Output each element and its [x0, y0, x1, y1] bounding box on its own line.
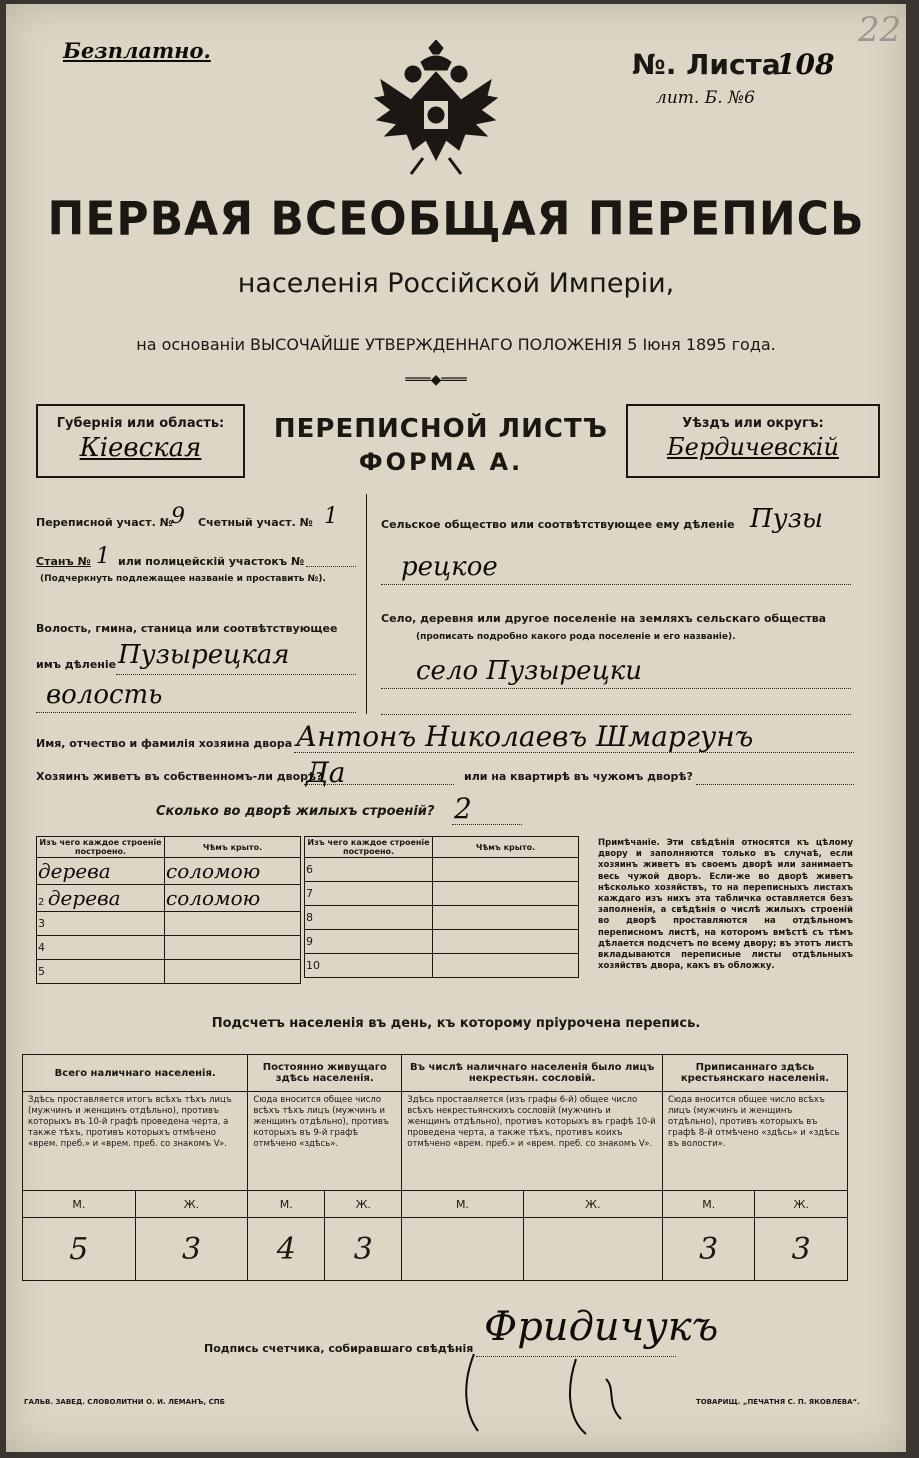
page-subtitle: населенія Россійской Имперіи, — [237, 268, 675, 299]
population-desc-peasant: Сюда вносится общее число всѣхъ лицъ (мужчинъ и женщинъ отдѣльно), противъ которыхъ въ графѣ 8-й отмѣчено «здѣсь» и «здѣсь въ волости». — [662, 1092, 847, 1191]
row-number: 9 — [306, 935, 313, 948]
buildings-label: Сколько во дворѣ жилыхъ строеній? — [156, 804, 435, 819]
obshchestvo-label: Сельское общество или соотвѣтствующее ему дѣленіе — [381, 518, 735, 531]
owner-rent-line — [696, 784, 854, 785]
permanent-male-value: 4 — [248, 1218, 325, 1281]
row-number: 3 — [38, 917, 45, 930]
signature-flourish-icon — [456, 1349, 636, 1439]
volost-label-2: имъ дѣленіе — [36, 658, 117, 671]
population-col-permanent: Постоянно живущаго здѣсь населенія. — [248, 1055, 402, 1092]
table-row — [37, 960, 301, 984]
signature-value: Фридичукъ — [484, 1304, 719, 1350]
female-header: Ж. — [135, 1191, 248, 1218]
buildings-line — [452, 824, 522, 825]
population-col-total: Всего наличнаго населенія. — [23, 1055, 248, 1092]
buildings-note: Примѣчаніе. Эти свѣдѣнія относятся къ цѣлому двору и заполняются только въ случаѣ, если хозяинъ живетъ въ своемъ дворѣ или занимаетъ весь чужой дворъ. Если-же во дворѣ живетъ нѣсколько хозяйствъ, то на переписныхъ листахъ каждаго изъ нихъ эта табличка оставляется безъ заполненія, а свѣдѣнія о числѣ жилыхъ строеній во дворѣ проставляются на отдѣльномъ переписномъ листѣ, на которомъ вмѣстѣ съ тѣмъ дѣлается подсчетъ по всему двору; въ этотъ листъ вкладываются переписные листы отдѣльныхъ хозяйствъ двора, какъ въ обложку. — [598, 838, 853, 972]
gubernia-value: Кіевская — [79, 433, 202, 463]
signature-label: Подпись счетчика, собиравшаго свѣдѣнія — [204, 1342, 474, 1355]
uezd-box — [626, 404, 880, 478]
table-row — [37, 858, 301, 885]
table-row — [305, 906, 579, 930]
uezd-label: Уѣздъ или округъ: — [682, 416, 824, 431]
row-material: дерева — [47, 886, 121, 910]
population-desc-permanent: Сюда вносится общее число всѣхъ тѣхъ лицъ (мужчинъ и женщинъ отдѣльно), противъ которыхъ въ 9-й графѣ отмѣчено «здѣсь». — [248, 1092, 402, 1191]
table-row — [305, 882, 579, 906]
buildings-col-material: Изъ чего каждое строеніе построено. — [37, 837, 165, 858]
male-header: М. — [248, 1191, 325, 1218]
male-header: М. — [402, 1191, 523, 1218]
uchastok-value: 9 — [171, 504, 185, 529]
female-header: Ж. — [325, 1191, 402, 1218]
sheet-number-label: №. Листа — [632, 48, 781, 81]
police-label: или полицейскій участокъ № — [118, 555, 305, 568]
page-title: ПЕРВАЯ ВСЕОБЩАЯ ПЕРЕПИСЬ — [47, 192, 865, 247]
table-row — [37, 912, 301, 936]
obshchestvo-value: Пузы — [750, 504, 824, 534]
population-title: Подсчетъ населенія въ день, къ которому пріурочена перепись. — [211, 1016, 701, 1031]
printer-left: ГАЛЬВ. ЗАВЕД. СЛОВОЛИТНИ О. И. ЛЕМАНЪ, СПБ — [24, 1398, 225, 1406]
owner-name-label: Имя, отчество и фамилія хозяина двора — [36, 737, 293, 750]
row-number: 5 — [38, 965, 45, 978]
row-number: 6 — [306, 863, 313, 876]
printer-right: ТОВАРИЩ. „ПЕЧАТНЯ С. П. ЯКОВЛЕВА“. — [696, 1398, 860, 1406]
population-desc-non-peasant: Здѣсь проставляется (изъ графы 6-й) общее число всѣхъ некрестьянскихъ сословій (мужчинъ и женщинъ отдѣльно), противъ которыхъ въ графѣ 10-й проведена черта, а также тѣхъ, противъ коихъ отмѣчено «врем. преб.» и «врем. преб. со знакомъ V». — [402, 1092, 663, 1191]
row-number: 10 — [306, 959, 320, 972]
basis-line: на основаніи ВЫСОЧАЙШЕ УТВЕРЖДЕННАГО ПОЛОЖЕНІЯ 5 Іюня 1895 года. — [136, 335, 776, 354]
peasant-female-value: 3 — [755, 1218, 848, 1281]
form-subtitle: ФОРМА А. — [358, 448, 524, 476]
table-row — [37, 885, 301, 912]
row-number: 4 — [38, 941, 45, 954]
non-peasant-male-value — [402, 1218, 523, 1281]
uchastok-label: Переписной участ. № — [36, 516, 173, 529]
selo-note: (прописать подробно какого рода поселеніе и его названіе). — [416, 632, 736, 642]
schetny-value: 1 — [324, 504, 338, 529]
total-female-value: 3 — [135, 1218, 248, 1281]
owner-name-value: Антонъ Николаевъ Шмаргунъ — [296, 720, 754, 753]
owner-rent-label: или на квартирѣ въ чужомъ дворѣ? — [464, 770, 693, 783]
stan-label: Станъ № — [36, 555, 91, 568]
population-table — [22, 1054, 848, 1281]
volost-value: Пузырецкая — [118, 640, 290, 670]
row-number: 2 — [38, 897, 45, 908]
row-roof: соломою — [166, 886, 261, 910]
imperial-eagle-emblem-icon — [371, 40, 501, 180]
non-peasant-female-value — [523, 1218, 662, 1281]
total-male-value: 5 — [23, 1218, 136, 1281]
permanent-female-value: 3 — [325, 1218, 402, 1281]
table-row — [305, 954, 579, 978]
selo-value: село Пузырецки — [416, 656, 642, 686]
population-desc-total: Здѣсь проставляется итогъ всѣхъ тѣхъ лицъ (мужчинъ и женщинъ отдѣльно), противъ которыхъ въ 10-й графѣ проведена черта, а также тѣхъ, противъ которыхъ отмѣчено «врем. преб.» и «врем. преб. со знакомъ V». — [23, 1092, 248, 1191]
gubernia-box — [36, 404, 245, 478]
volost-line — [116, 674, 356, 675]
owner-own-line — [304, 784, 454, 785]
buildings-col-roof-2: Чѣмъ крыто. — [433, 837, 579, 858]
volost-label: Волость, гмина, станица или соотвѣтствующее — [36, 622, 338, 635]
sheet-number-value: 108 — [776, 48, 835, 81]
row-number: 7 — [306, 887, 313, 900]
buildings-table-right — [304, 836, 579, 978]
row-roof: соломою — [166, 859, 261, 883]
ornament-divider: ═══◆═══ — [405, 372, 467, 388]
volost-value-2: волость — [46, 680, 163, 710]
owner-name-line — [294, 752, 854, 753]
female-header: Ж. — [523, 1191, 662, 1218]
uezd-value: Бердичевскій — [667, 433, 839, 461]
free-label: Безплатно. — [63, 38, 211, 63]
table-row — [305, 930, 579, 954]
owner-own-label: Хозяинъ живетъ въ собственномъ-ли дворѣ? — [36, 770, 323, 783]
male-header: М. — [23, 1191, 136, 1218]
selo-line-2 — [381, 714, 851, 715]
census-sheet — [6, 4, 906, 1452]
buildings-value: 2 — [454, 792, 472, 825]
police-line — [306, 566, 356, 567]
row-material: дерева — [38, 859, 111, 883]
male-header: М. — [662, 1191, 754, 1218]
obshchestvo-value-2: рецкое — [401, 552, 498, 582]
buildings-table-left — [36, 836, 301, 984]
gubernia-label: Губернія или область: — [56, 416, 225, 431]
selo-line — [381, 688, 851, 689]
population-col-peasant: Приписаннаго здѣсь крестьянскаго населенія. — [662, 1055, 847, 1092]
stan-note: (Подчеркнуть подлежащее названіе и проставить №). — [40, 574, 326, 584]
field-divider — [366, 494, 367, 714]
obshchestvo-line — [381, 584, 851, 585]
buildings-col-material-2: Изъ чего каждое строеніе построено. — [305, 837, 433, 858]
sheet-reference: лит. Б. №6 — [656, 88, 755, 108]
female-header: Ж. — [755, 1191, 848, 1218]
form-title: ПЕРЕПИСНОЙ ЛИСТЪ — [273, 414, 609, 444]
stan-value: 1 — [96, 544, 110, 569]
table-row — [37, 936, 301, 960]
volost-line-2 — [36, 712, 356, 713]
schetny-label: Счетный участ. № — [198, 516, 313, 529]
corner-number: 22 — [858, 10, 902, 50]
population-col-non-peasant: Въ числѣ наличнаго населенія было лицъ некрестьян. сословій. — [402, 1055, 663, 1092]
table-row — [305, 858, 579, 882]
row-number: 8 — [306, 911, 313, 924]
selo-label: Село, деревня или другое поселеніе на земляхъ сельскаго общества — [381, 612, 827, 625]
buildings-col-roof: Чѣмъ крыто. — [165, 837, 301, 858]
owner-own-value: Да — [306, 756, 346, 789]
peasant-male-value: 3 — [662, 1218, 754, 1281]
